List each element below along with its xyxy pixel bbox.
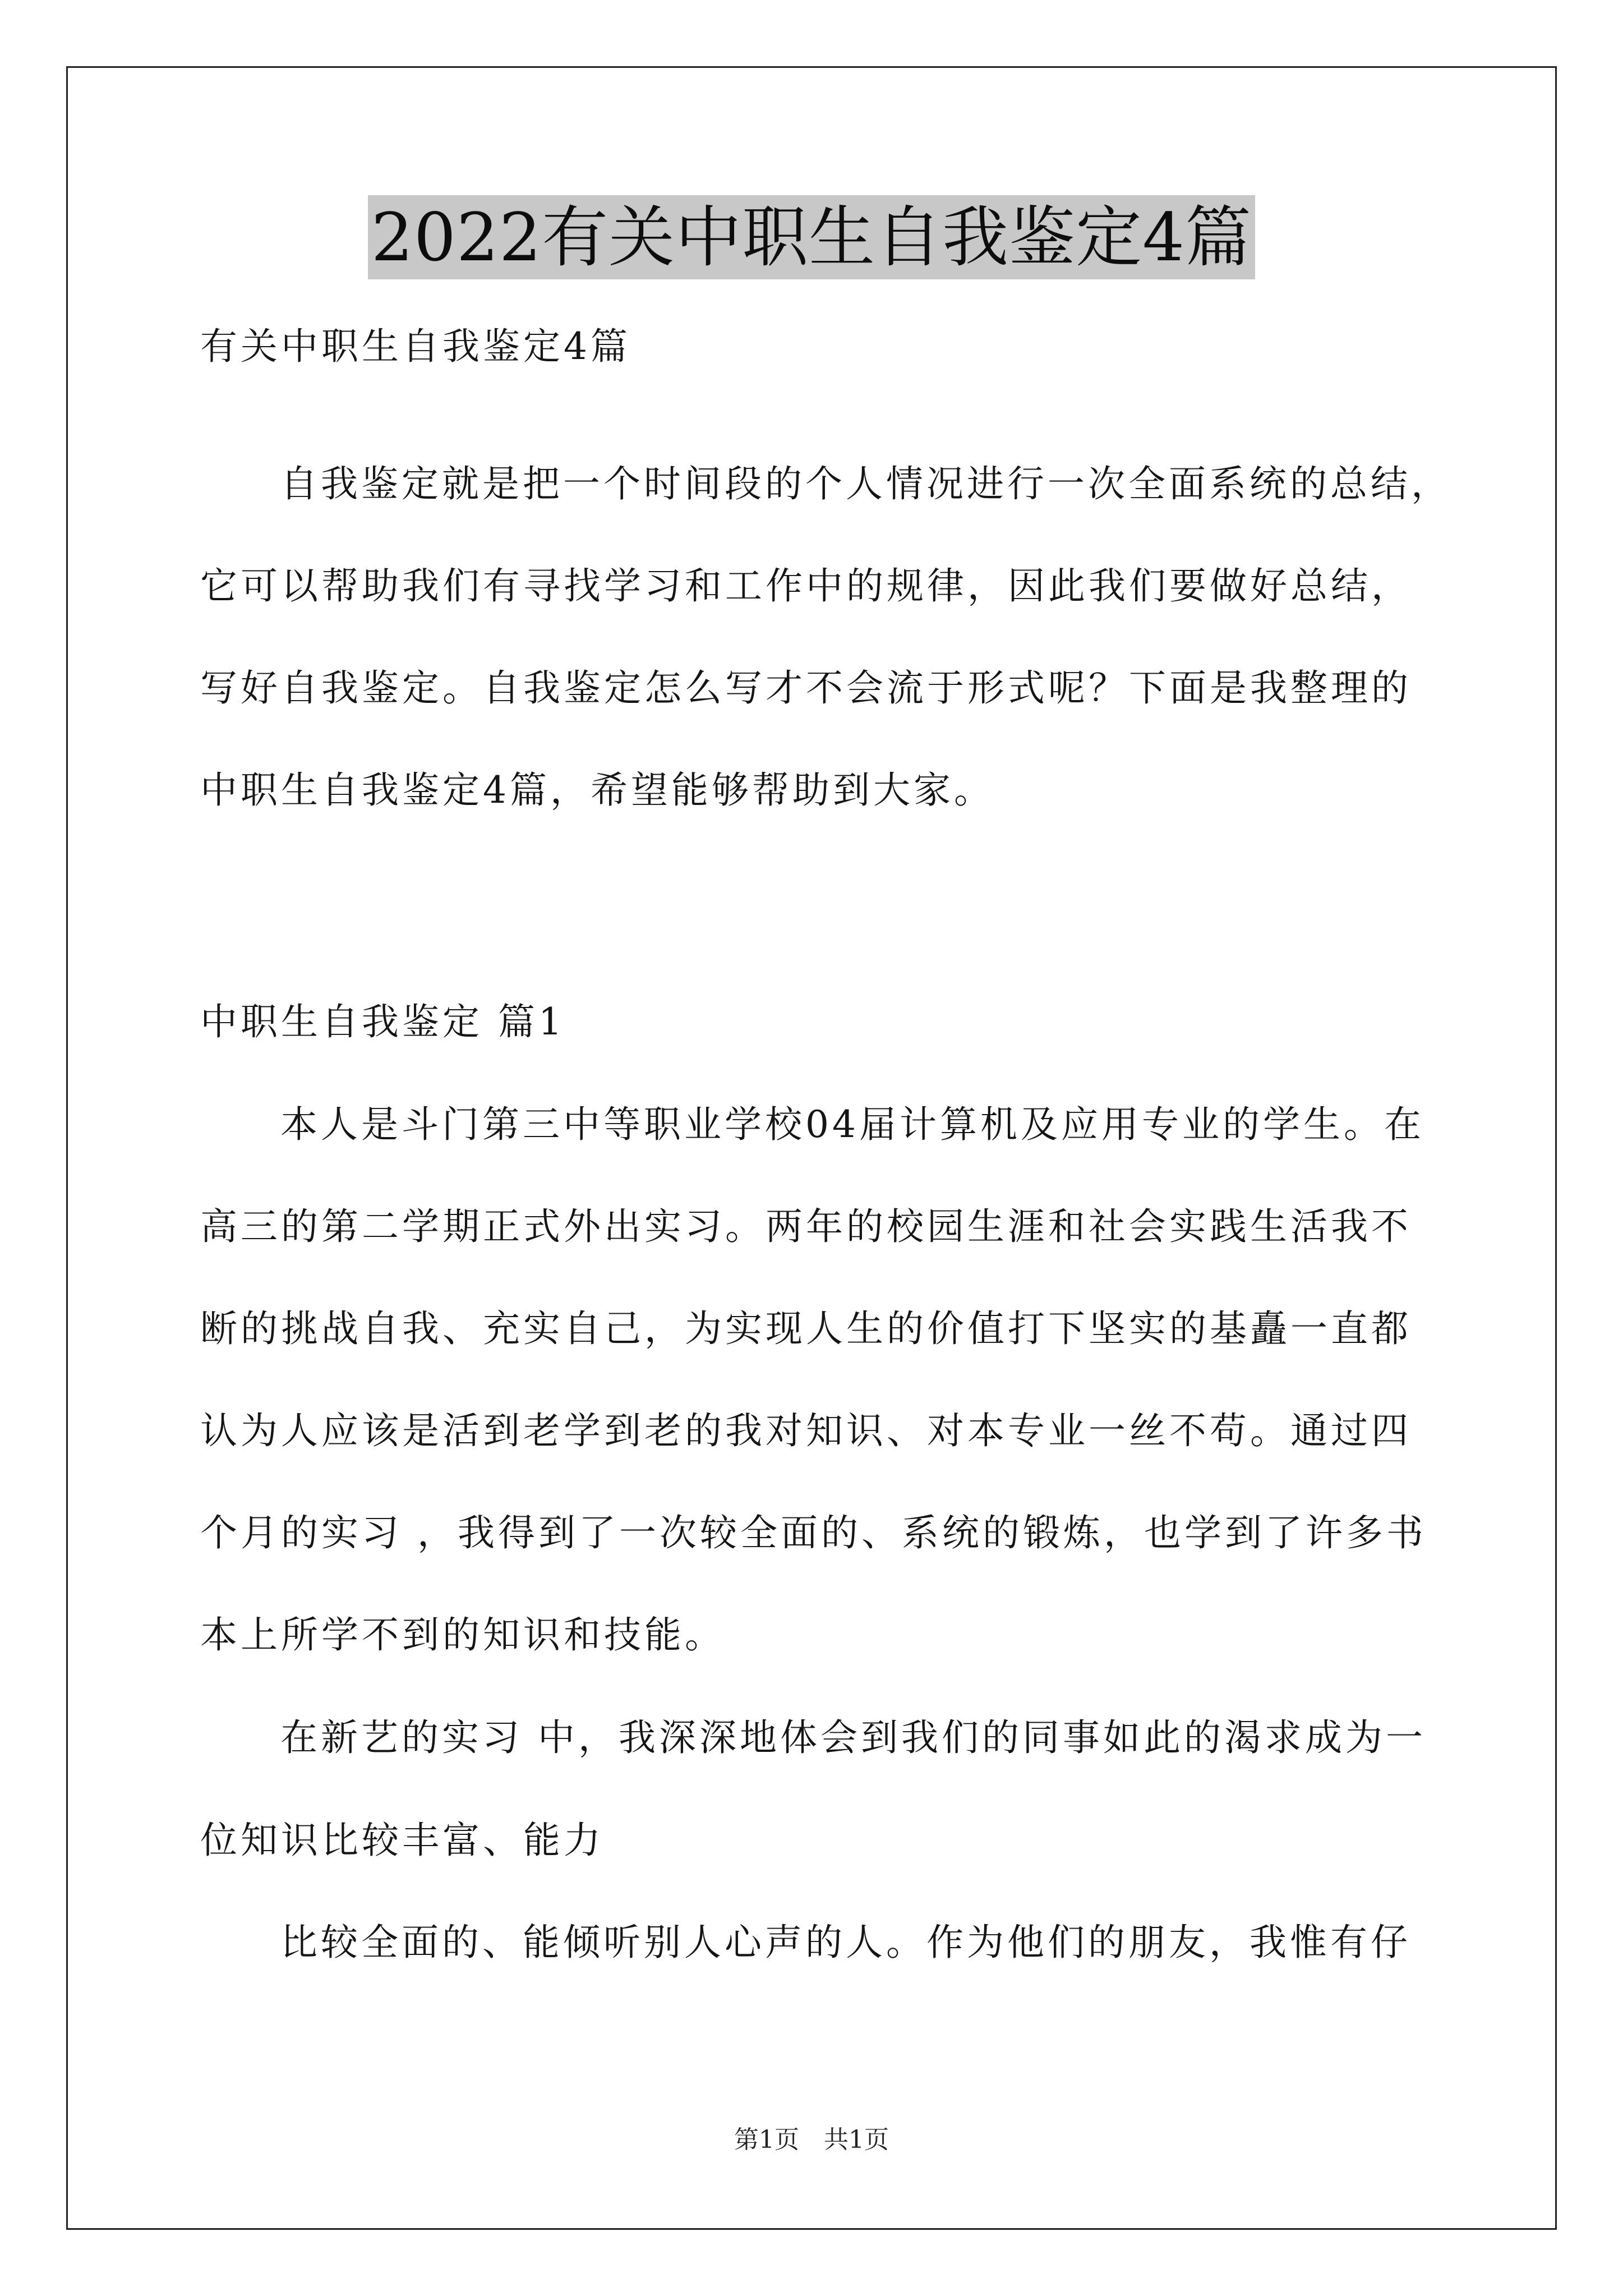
title-wrapper	[0, 195, 1623, 279]
paragraph-line: 高三的第二学期正式外出实习。两年的校园生涯和社会实践生活我不	[200, 1205, 1412, 1248]
paragraph-line: 认为人应该是活到老学到老的我对知识、对本专业一丝不苟。通过四	[200, 1409, 1412, 1452]
paragraph-line: 本人是斗门第三中等职业学校04届计算机及应用专业的学生。在	[280, 1103, 1424, 1146]
intro-line: 写好自我鉴定。自我鉴定怎么写才不会流于形式呢？下面是我整理的	[200, 666, 1412, 710]
paragraph-line: 位知识比较丰富、能力	[200, 1819, 604, 1862]
intro-line: 中职生自我鉴定4篇，希望能够帮助到大家。	[200, 769, 994, 812]
paragraph-line: 个月的实习 ，我得到了一次较全面的、系统的锻炼，也学到了许多书	[200, 1511, 1427, 1554]
document-subtitle: 有关中职生自我鉴定4篇	[200, 325, 631, 368]
paragraph-line: 本上所学不到的知识和技能。	[200, 1613, 725, 1657]
document-title: 2022有关中职生自我鉴定4篇	[368, 195, 1255, 279]
section-heading: 中职生自我鉴定 篇1	[200, 1000, 565, 1043]
intro-line: 它可以帮助我们有寻找学习和工作中的规律，因此我们要做好总结，	[200, 564, 1412, 608]
intro-line: 自我鉴定就是把一个时间段的个人情况进行一次全面系统的总结，	[280, 462, 1451, 505]
paragraph-line: 在新艺的实习 中，我深深地体会到我们的同事如此的渴求成为一	[280, 1716, 1426, 1759]
page-number-footer: 第1页 共1页	[734, 2125, 889, 2154]
paragraph-line: 断的挑战自我、充实自己，为实现人生的价值打下坚实的基矗一直都	[200, 1307, 1412, 1350]
paragraph-line: 比较全面的、能倾听别人心声的人。作为他们的朋友，我惟有仔	[280, 1921, 1411, 1964]
